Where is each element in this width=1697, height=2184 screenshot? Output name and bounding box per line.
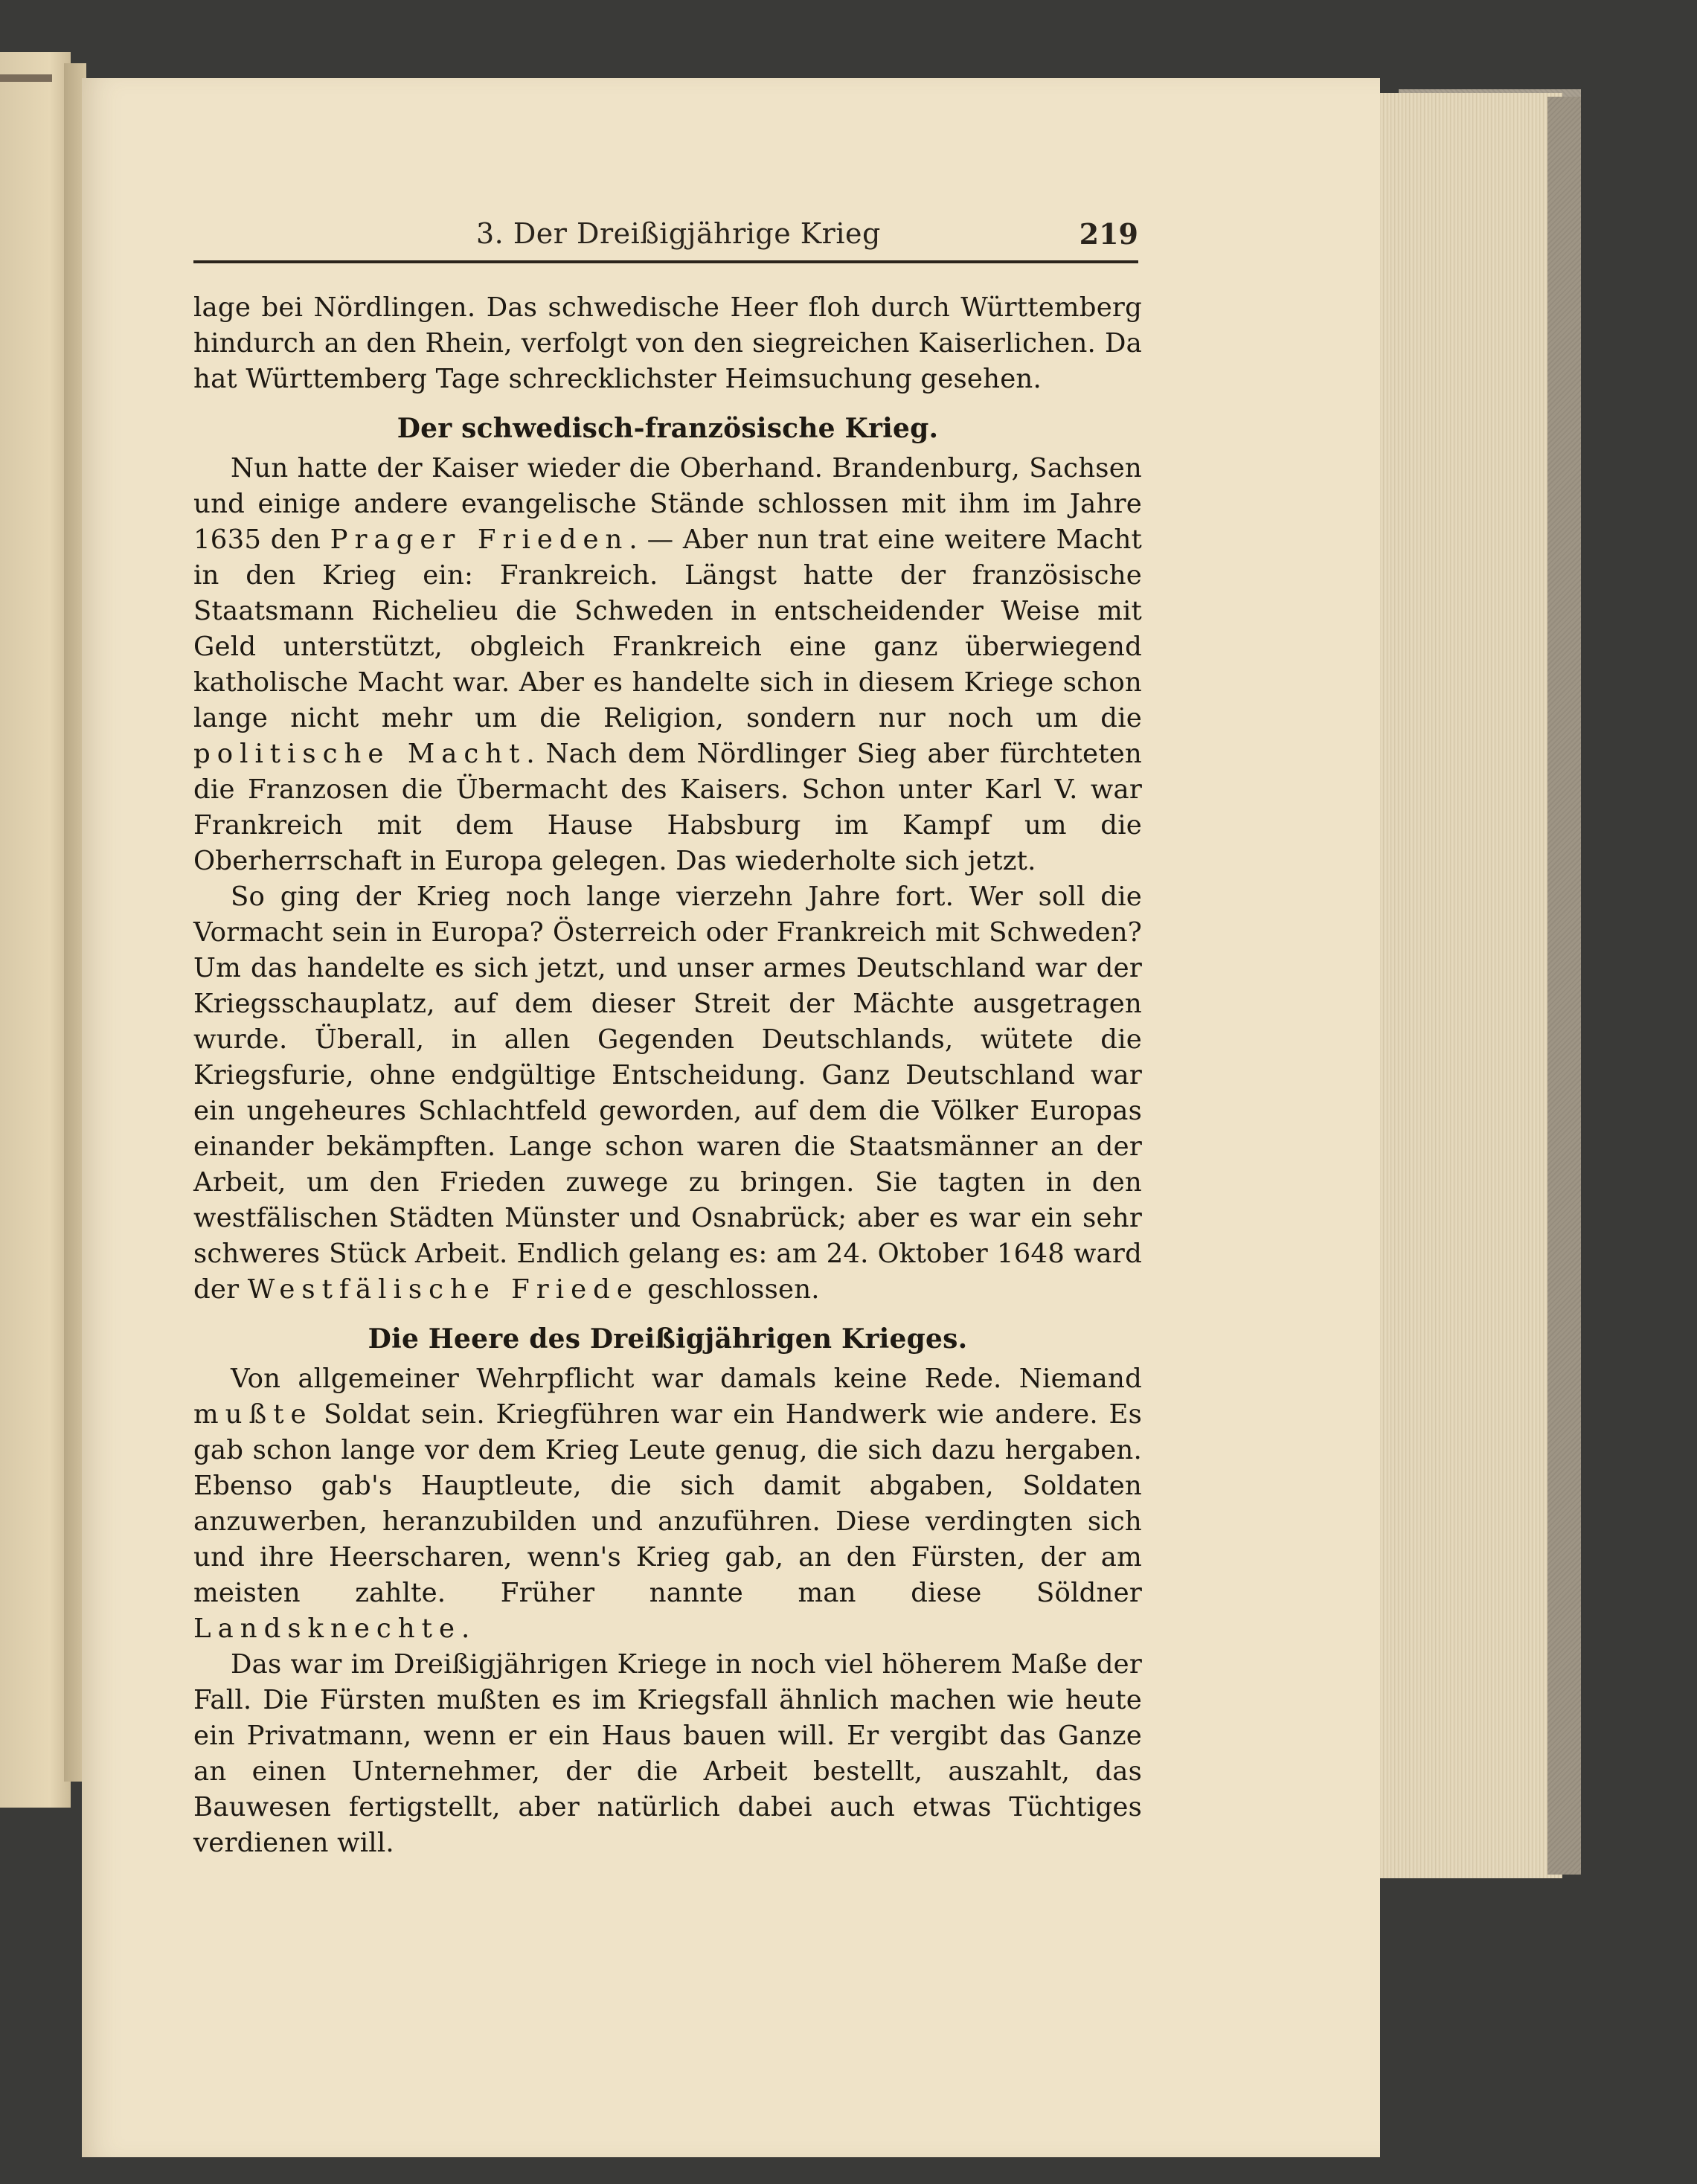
spaced-term: Westfälische Friede	[247, 1274, 639, 1305]
page-stack-edge	[1380, 93, 1562, 1878]
paragraph-2: So ging der Krieg noch lange vierzehn Jahre fort. Wer soll die Vormacht sein in Europa? Österreich oder Frankreich mit Schweden? Um das handelte es sich jetzt, und unser armes Deutschland war der Kriegsschauplatz, auf dem dieser Streit der Mächte ausgetragen wurde. Überall, in allen Gegenden Deutschlands, wütete die Kriegsfurie, ohne endgültige Entscheidung. Ganz Deutschland war ein ungeheures Schlachtfeld geworden, auf dem die Völker Europas einander bekämpften. Lange schon waren die Staatsmänner an der Arbeit, um den Frieden zuwege zu bringen. Sie tagten in den westfälischen Städten Münster und Osnabrück; aber es war ein sehr schweres Stück Arbeit. Endlich gelang es: am 24. Oktober 1648 ward der Westfälische Friede geschlossen.	[193, 881, 1142, 1305]
page-body	[193, 290, 1142, 1861]
chapter-title: 3. Der Dreißigjährige Krieg	[476, 217, 881, 250]
cover-fabric-edge	[1547, 97, 1581, 1875]
section-heading-1: Der schwedisch-französische Krieg.	[397, 413, 939, 444]
paragraph-4: Das war im Dreißigjährigen Kriege in noch viel höherem Maße der Fall. Die Fürsten mußten es im Kriegsfall ähnlich machen wie heute ein Privatmann, wenn er ein Haus bauen will. Er vergibt das Ganze an einen Unternehmer, der die Arbeit bestellt, auszahlt, das Bauwesen fertigstellt, aber natürlich dabei auch etwas Tüchtiges verdienen will.	[193, 1649, 1142, 1858]
paragraph-3: Von allgemeiner Wehrpflicht war damals keine Rede. Niemand mußte Soldat sein. Kriegführen war ein Handwerk wie andere. Es gab schon lange vor dem Krieg Leute genug, die sich dazu hergaben. Ebenso gab's Hauptleute, die sich damit abgaben, Soldaten anzuwerben, heranzubilden und anzuführen. Diese verdingten sich und ihre Heerscharen, wenn's Krieg gab, an den Fürsten, der am meisten zahlte. Früher nannte man diese Söldner Landsknechte.	[193, 1364, 1142, 1644]
paragraph-1: Nun hatte der Kaiser wieder die Oberhand. Brandenburg, Sachsen und einige andere evangelische Stände schlossen mit ihm im Jahre 1635 den Prager Frieden. — Aber nun trat eine weitere Macht in den Krieg ein: Frankreich. Längst hatte der französische Staatsmann Richelieu die Schweden in entscheidender Weise mit Geld unterstützt, obgleich Frankreich eine ganz überwiegend katholische Macht war. Aber es handelte sich in diesem Kriege schon lange nicht mehr um die Religion, sondern nur noch um die politische Macht. Nach dem Nördlinger Sieg aber fürchteten die Franzosen die Übermacht des Kaisers. Schon unter Karl V. war Frankreich mit dem Hause Habsburg im Kampf um die Oberherrschaft in Europa gelegen. Das wiederholte sich jetzt.	[193, 453, 1142, 876]
paragraph-intro: lage bei Nördlingen. Das schwedische Heer floh durch Württemberg hindurch an den Rhein, verfolgt von den siegreichen Kaiserlichen. Da hat Württemberg Tage schrecklichster Heimsuchung gesehen.	[193, 292, 1142, 394]
spaced-term: politische Macht	[193, 739, 527, 769]
running-header	[193, 216, 1138, 263]
page-number: 219	[1079, 217, 1138, 251]
spaced-term: Prager Frieden	[330, 524, 629, 555]
spaced-term: mußte	[193, 1399, 313, 1430]
section-heading-2: Die Heere des Dreißigjährigen Krieges.	[368, 1323, 968, 1355]
left-page-mark	[0, 74, 52, 82]
left-page-margin	[0, 52, 71, 1808]
spaced-term: Landsknechte	[193, 1613, 461, 1644]
